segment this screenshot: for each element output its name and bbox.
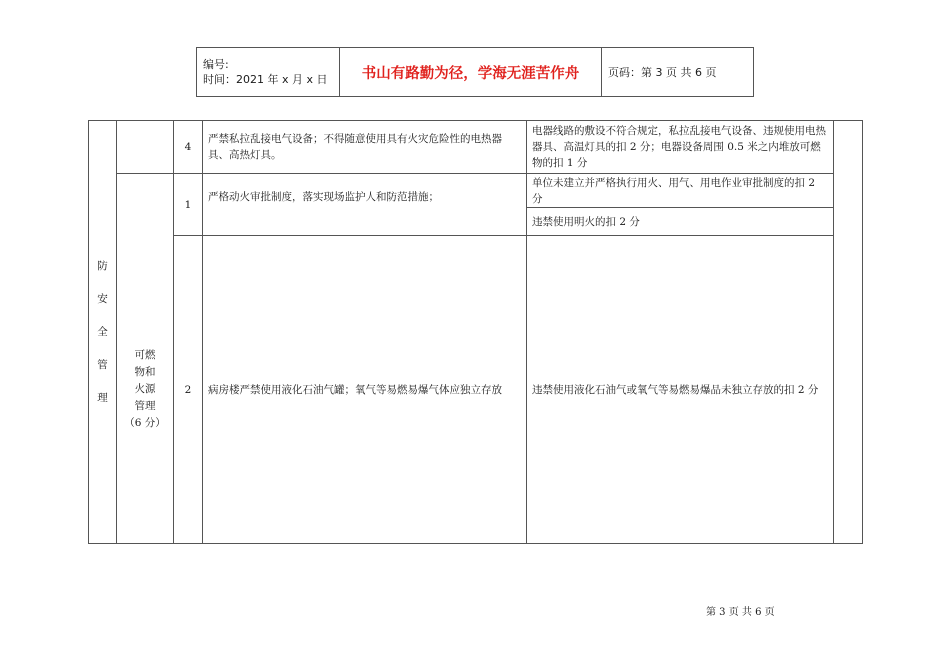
document-date: 时间：2021 年 x 月 x 日 bbox=[203, 73, 328, 86]
criteria-cell: 违禁使用液化石油气或氧气等易燃易爆品未独立存放的扣 2 分 bbox=[527, 236, 834, 544]
row-number: 1 bbox=[174, 174, 203, 236]
requirement-cell: 严格动火审批制度，落实现场监护人和防范措施； bbox=[203, 174, 527, 236]
category-cell bbox=[89, 121, 117, 544]
subcategory-label: 可燃 物和 火源 管理 （6 分） bbox=[124, 349, 166, 429]
subcategory-cell-previous bbox=[117, 121, 174, 174]
criteria-cell: 违禁使用明火的扣 2 分 bbox=[527, 208, 834, 236]
category-label: 防 安 全 管 理 bbox=[97, 259, 108, 404]
document-code-label: 编号: bbox=[203, 58, 229, 71]
row-number: 2 bbox=[174, 236, 203, 544]
page-header-table bbox=[196, 47, 754, 97]
requirement-cell: 严禁私拉乱接电气设备；不得随意使用具有火灾危险性的电热器具、高热灯具。 bbox=[203, 121, 527, 174]
criteria-cell: 单位未建立并严格执行用火、用气、用电作业审批制度的扣 2 分 bbox=[527, 174, 834, 208]
header-meta bbox=[197, 48, 340, 97]
header-page-info: 页码：第 3 页 共 6 页 bbox=[602, 48, 754, 97]
page-footer: 第 3 页 共 6 页 bbox=[706, 607, 775, 618]
requirement-cell: 病房楼严禁使用液化石油气罐；氧气等易燃易爆气体应独立存放 bbox=[203, 236, 527, 544]
safety-assessment-table bbox=[88, 120, 863, 544]
score-cell bbox=[834, 121, 863, 544]
row-number: 4 bbox=[174, 121, 203, 174]
subcategory-cell bbox=[117, 174, 174, 544]
criteria-cell: 电器线路的敷设不符合规定，私拉乱接电气设备、违规使用电热器具、高温灯具的扣 2 分；电器设备周围 0.5 米之内堆放可燃物的扣 1 分 bbox=[527, 121, 834, 174]
header-motto: 书山有路勤为径，学海无涯苦作舟 bbox=[340, 48, 602, 97]
